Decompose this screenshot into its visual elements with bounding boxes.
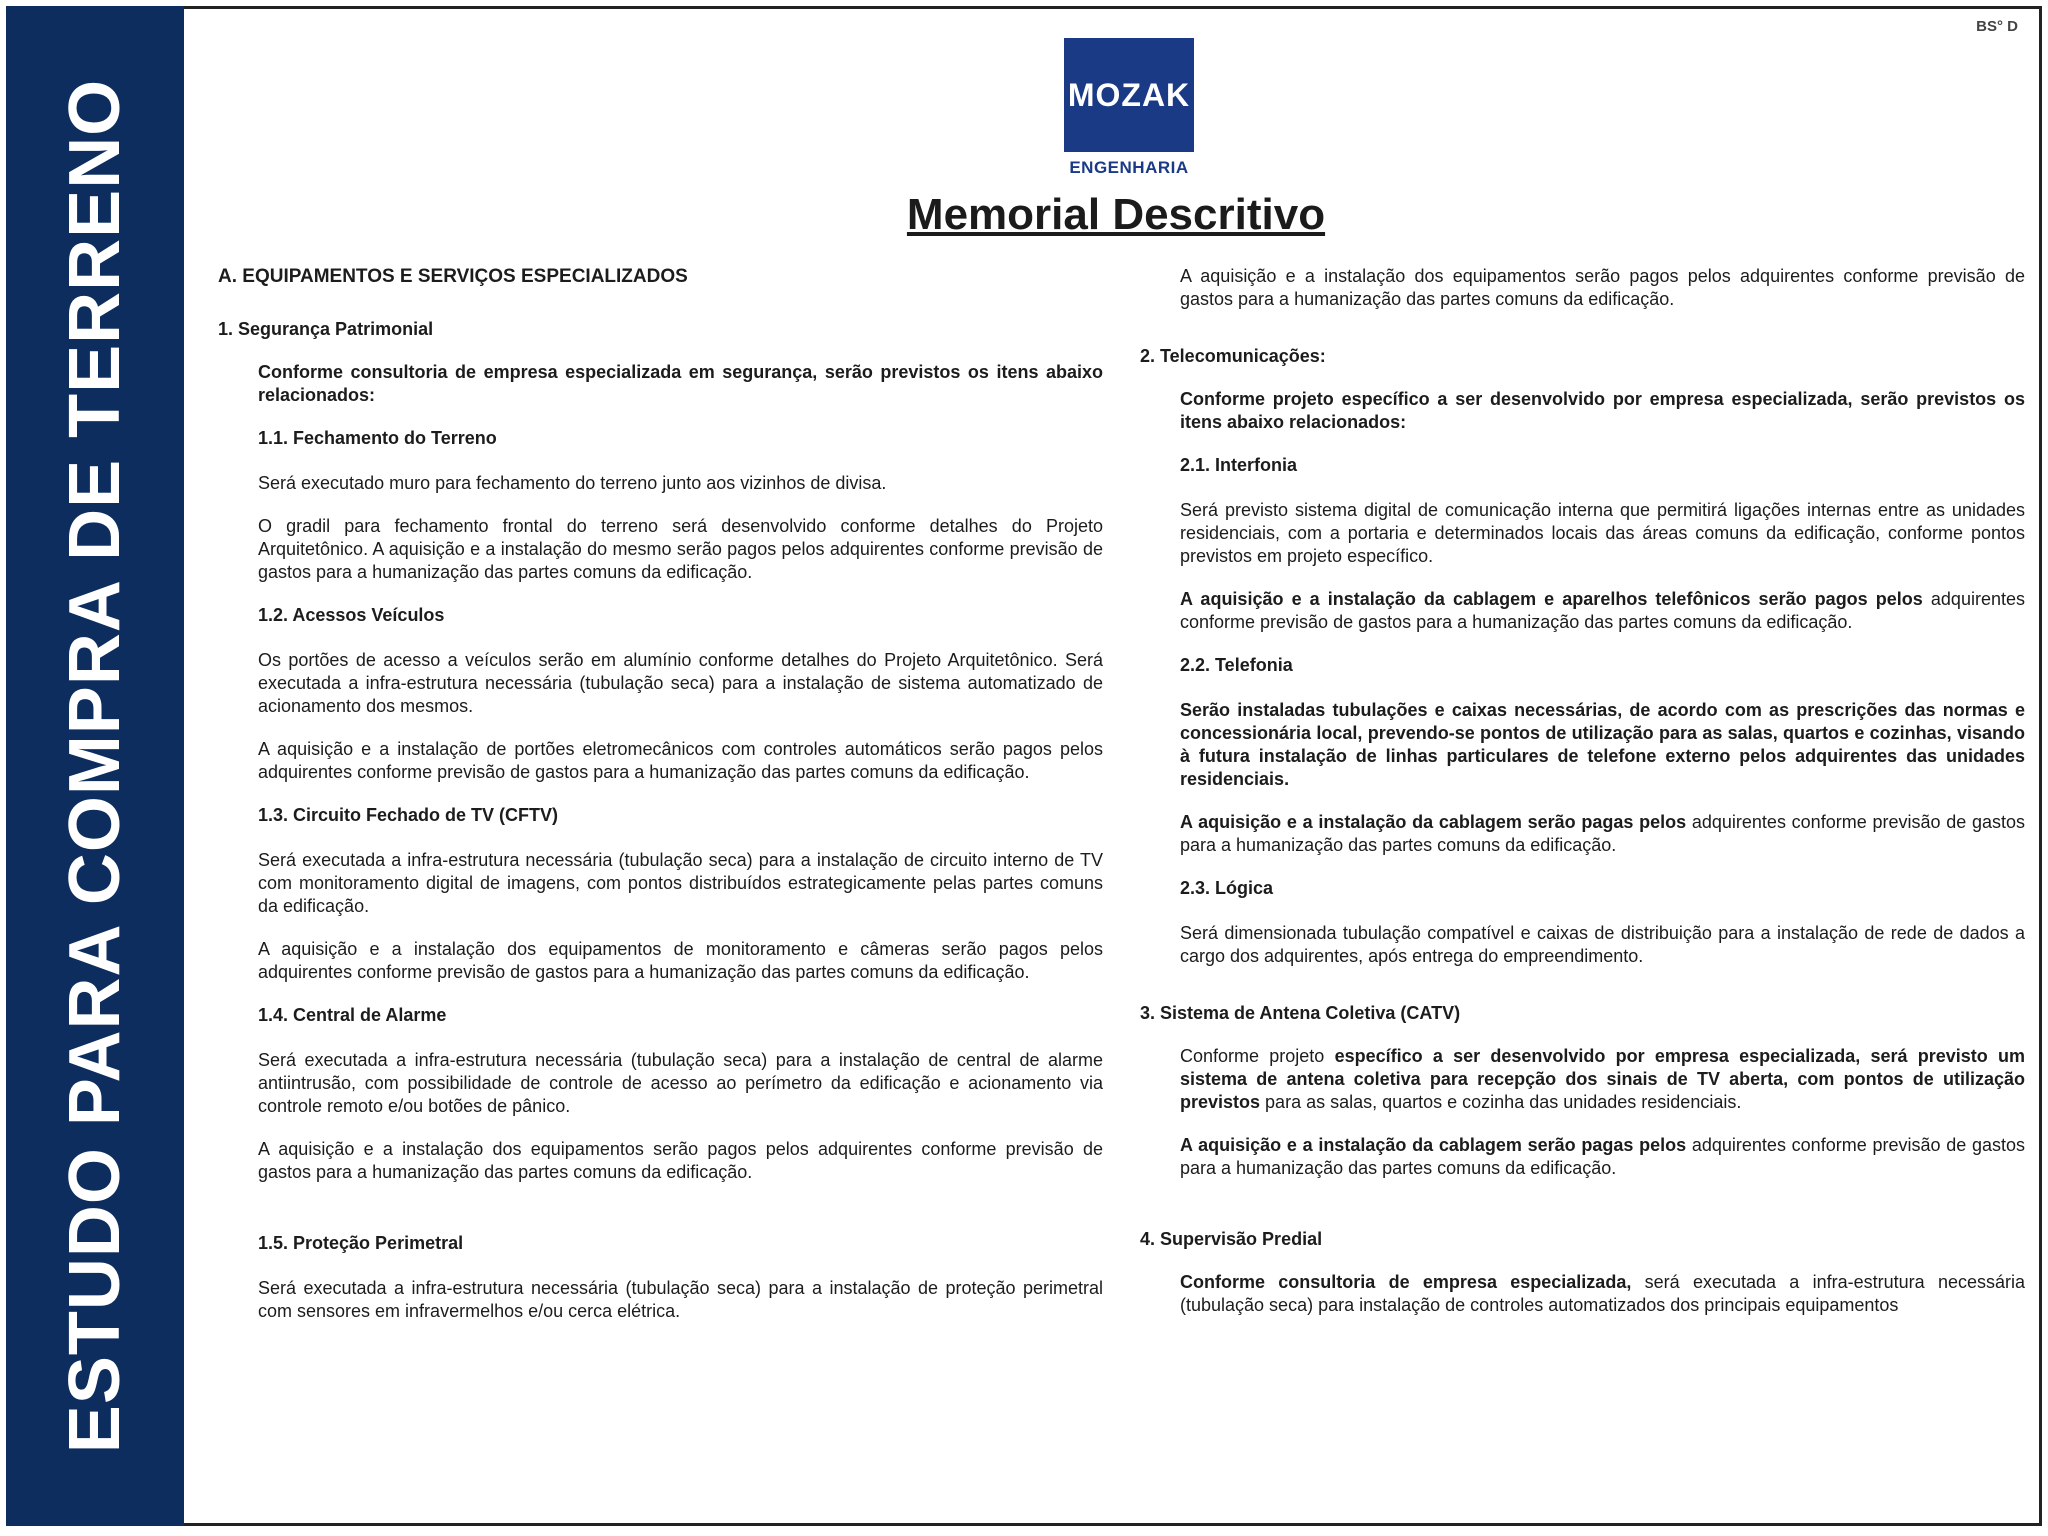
paragraph [1180, 588, 2025, 634]
bold-run: A aquisição e a instalação da cablagem serão pagas pelos [1180, 1135, 1687, 1155]
section-heading: A. EQUIPAMENTOS E SERVIÇOS ESPECIALIZADOS [218, 266, 688, 287]
text-run: adquirentes conforme previsão de gastos para a humanização das partes comuns da edificação. [1180, 1135, 2025, 1178]
text-run: Conforme projeto [1180, 1046, 1335, 1066]
logo-mark: MOZAK [1064, 38, 1194, 152]
right-column [1140, 265, 2025, 1337]
text-run: será executada a infra-estrutura necessária (tubulação seca) para instalação de controles automatizados dos principais equipamentos [1180, 1272, 2025, 1315]
bold-run: específico a ser desenvolvido por empresa especializada, será previsto um sistema de antena coletiva para recepção dos sinais de TV aberta, com pontos de utilização previstos [1180, 1046, 2025, 1112]
text-run: para as salas, quartos e cozinha das unidades residenciais. [1260, 1092, 1742, 1112]
paragraph: Serão instaladas tubulações e caixas necessárias, de acordo com as prescrições das normas e concessionária local, prevendo-se pontos de utilização para as salas, quartos e cozinhas, visando à futura instalação de linhas particulares de telefone externo pelos adquirentes das unidades residenciais. [1180, 700, 2025, 789]
paragraph [1180, 1271, 2025, 1317]
heading-seguranca: 1. Segurança Patrimonial [218, 319, 434, 339]
paragraph: Será executado muro para fechamento do terreno junto aos vizinhos de divisa. [258, 473, 887, 493]
paragraph [1180, 1045, 2025, 1114]
heading-logica: 2.3. Lógica [1180, 878, 1274, 898]
paragraph: Será dimensionada tubulação compatível e caixas de distribuição para a instalação de rede de dados a cargo dos adquirentes, após entrega do empreendimento. [1180, 923, 2025, 966]
paragraph [1180, 811, 2025, 857]
heading-fechamento: 1.1. Fechamento do Terreno [258, 428, 497, 448]
heading-telefonia: 2.2. Telefonia [1180, 655, 1293, 675]
heading-telecom: 2. Telecomunicações: [1140, 346, 1326, 366]
heading-supervisao: 4. Supervisão Predial [1140, 1229, 1323, 1249]
paragraph [1180, 1134, 2025, 1180]
document-code: BS° D [1976, 18, 2018, 35]
paragraph: O gradil para fechamento frontal do terreno será desenvolvido conforme detalhes do Projeto Arquitetônico. A aquisição e a instalação do mesmo serão pagos pelos adquirentes conforme previsão de gastos para a humanização das partes comuns da edificação. [258, 516, 1103, 582]
document-title: Memorial Descritivo [906, 190, 1326, 239]
paragraph: Será executada a infra-estrutura necessária (tubulação seca) para a instalação de central de alarme antiintrusão, com possibilidade de controle de acesso ao perímetro da edificação e acionamento via controle remoto e/ou botões de pânico. [258, 1050, 1103, 1116]
paragraph: Os portões de acesso a veículos serão em alumínio conforme detalhes do Projeto Arquitetônico. Será executada a infra-estrutura necessária (tubulação seca) para a instalação de sistema automatizado de acionamento dos mesmos. [258, 650, 1103, 716]
logo-subtitle: ENGENHARIA [1069, 158, 1189, 177]
heading-cftv: 1.3. Circuito Fechado de TV (CFTV) [258, 805, 559, 825]
telecom-intro: Conforme projeto específico a ser desenvolvido por empresa especializada, serão previstos os itens abaixo relacionados: [1180, 389, 2025, 432]
paragraph: A aquisição e a instalação dos equipamentos de monitoramento e câmeras serão pagos pelos adquirentes conforme previsão de gastos para a humanização das partes comuns da edificação. [258, 939, 1103, 982]
bold-run: A aquisição e a instalação da cablagem e aparelhos telefônicos serão pagos pelos [1180, 589, 1923, 609]
bold-run: Conforme consultoria de empresa especializada, [1180, 1272, 1632, 1292]
paragraph: A aquisição e a instalação de portões eletromecânicos com controles automáticos serão pagos pelos adquirentes conforme previsão de gastos para a humanização das partes comuns da edificação. [258, 739, 1103, 782]
paragraph: Será previsto sistema digital de comunicação interna que permitirá ligações internas entre as unidades residenciais, com a portaria e determinados locais das áreas comuns da edificação, conforme pontos previstos em projeto específico. [1180, 500, 2025, 566]
paragraph: Será executada a infra-estrutura necessária (tubulação seca) para a instalação de proteção perimetral com sensores em infravermelhos e/ou cerca elétrica. [258, 1278, 1103, 1321]
heading-protecao: 1.5. Proteção Perimetral [258, 1233, 464, 1253]
heading-alarme: 1.4. Central de Alarme [258, 1005, 447, 1025]
seguranca-intro: Conforme consultoria de empresa especializada em segurança, serão previstos os itens abaixo relacionados: [258, 362, 1103, 405]
heading-catv: 3. Sistema de Antena Coletiva (CATV) [1140, 1003, 1461, 1023]
title-wrapper [0, 190, 2048, 240]
text-run: adquirentes conforme previsão de gastos para a humanização das partes comuns da edificação. [1180, 812, 2025, 855]
paragraph: A aquisição e a instalação dos equipamentos serão pagos pelos adquirentes conforme previsão de gastos para a humanização das partes comuns da edificação. [1180, 266, 2025, 309]
text-run: adquirentes conforme previsão de gastos para a humanização das partes comuns da edificação. [1180, 589, 2025, 632]
heading-acessos: 1.2. Acessos Veículos [258, 605, 445, 625]
heading-interfonia: 2.1. Interfonia [1180, 455, 1298, 475]
paragraph: Será executada a infra-estrutura necessária (tubulação seca) para a instalação de circuito interno de TV com monitoramento digital de imagens, com pontos distribuídos estrategicamente pelas partes comuns da edificação. [258, 850, 1103, 916]
company-logo [1064, 38, 1194, 178]
sidebar-title: ESTUDO PARA COMPRA DE TERRENO [55, 78, 135, 1454]
bold-run: A aquisição e a instalação da cablagem serão pagas pelos [1180, 812, 1687, 832]
left-column [218, 265, 1103, 1343]
paragraph: A aquisição e a instalação dos equipamentos serão pagos pelos adquirentes conforme previsão de gastos para a humanização das partes comuns da edificação. [258, 1139, 1103, 1182]
